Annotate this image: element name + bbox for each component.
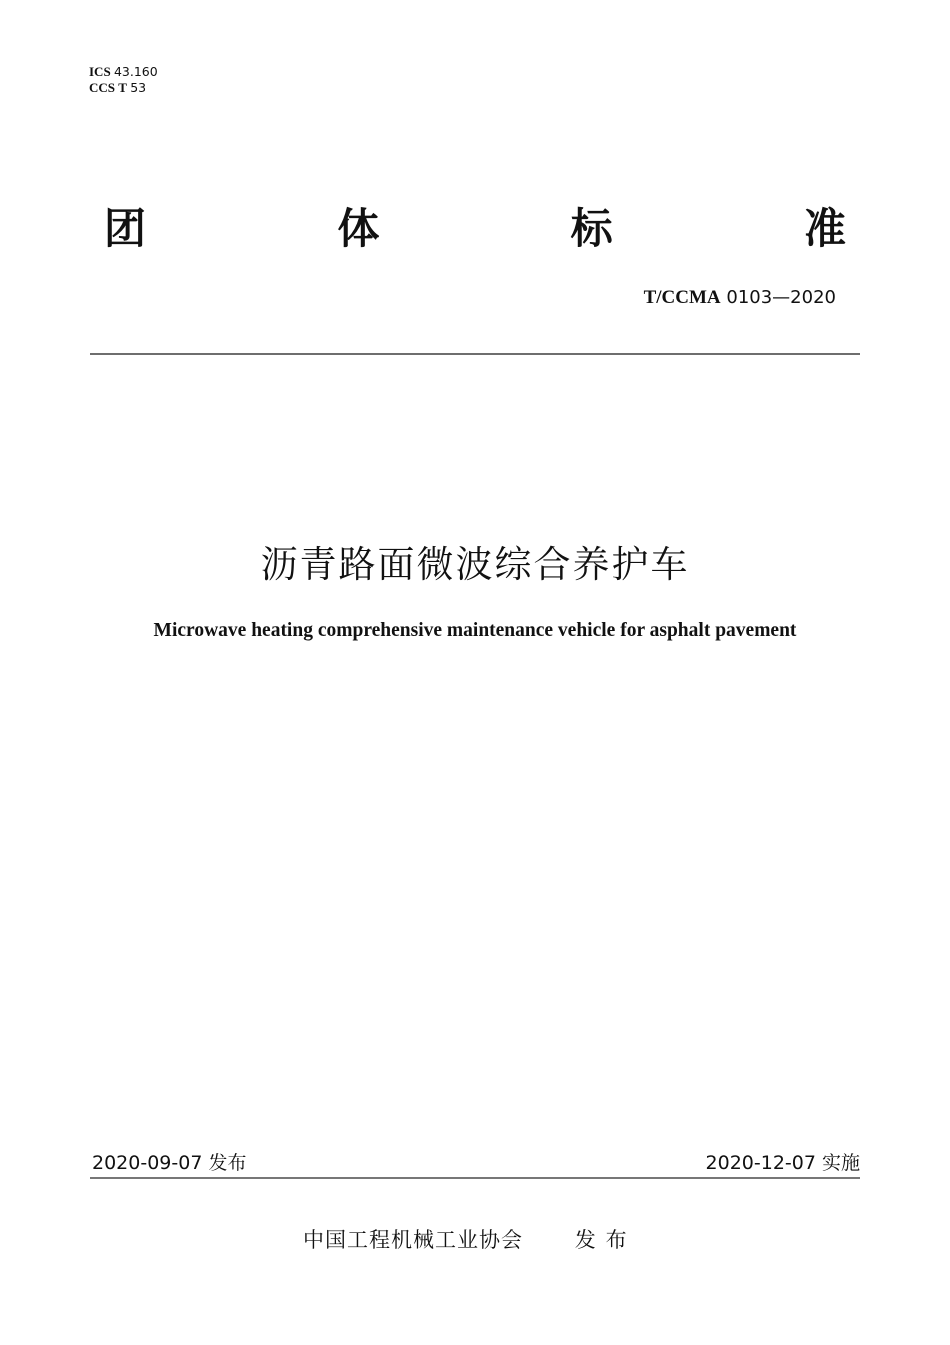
standard-type-char: 体: [337, 204, 380, 253]
publisher-action: 发布: [574, 1228, 637, 1252]
ccs-value: 53: [130, 80, 147, 95]
issue-date: 2020-09-07 发布: [92, 1152, 247, 1174]
standard-type-char: 团: [104, 204, 147, 253]
publisher-name: 中国工程机械工业协会: [303, 1228, 523, 1252]
standard-number-code: 0103—2020: [726, 287, 836, 308]
ccs-code: [89, 80, 158, 96]
implementation-date: 2020-12-07 实施: [705, 1152, 860, 1174]
standard-number: [644, 287, 836, 309]
ics-label: ICS: [89, 64, 111, 79]
ics-value: 43.160: [113, 64, 158, 79]
bottom-divider: [90, 1177, 860, 1179]
standard-type-char: 准: [803, 204, 846, 253]
title-chinese: 沥青路面微波综合养护车: [260, 543, 690, 586]
top-divider: [90, 353, 860, 355]
publisher-line: [303, 1224, 637, 1254]
standard-type-char: 标: [570, 204, 613, 253]
ccs-label: CCS: [89, 80, 116, 95]
ccs-class: T: [118, 80, 127, 95]
standard-type-heading: [104, 196, 846, 256]
classification-codes: [89, 64, 158, 96]
standard-number-prefix: T/CCMA: [643, 287, 721, 308]
ics-code: [89, 64, 158, 80]
title-english: Microwave heating comprehensive maintenance vehicle for asphalt pavement: [153, 620, 797, 641]
